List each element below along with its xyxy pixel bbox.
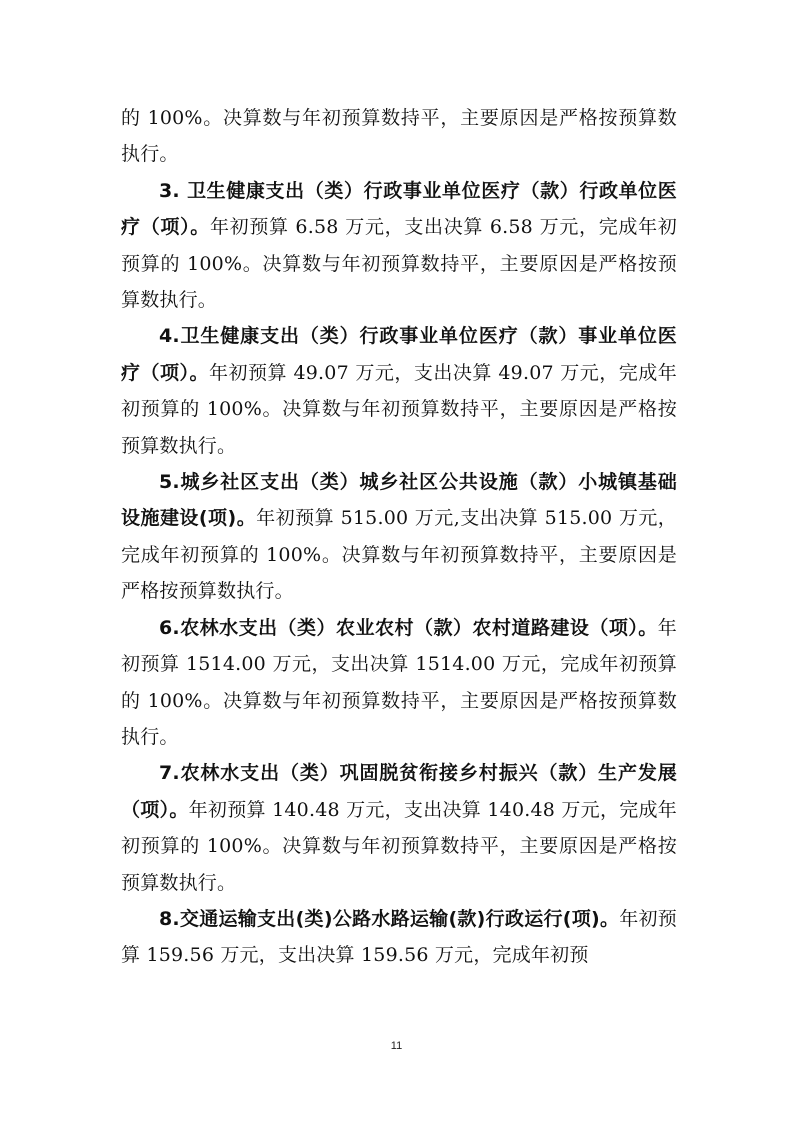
paragraph-heading: 8.交通运输支出(类)公路水路运输(款)行政运行(项)。 (159, 907, 620, 930)
paragraph-text: 年初预算 140.48 万元，支出决算 140.48 万元，完成年初预算的 100%。决算数与年初预算数持平，主要原因是严格按预算数执行。 (121, 798, 677, 894)
paragraph-text: 年初预算 49.07 万元，支出决算 49.07 万元，完成年初预算的 100%。决算数与年初预算数持平，主要原因是严格按预算数执行。 (121, 361, 677, 457)
paragraph-text: 年初预算 6.58 万元，支出决算 6.58 万元，完成年初预算的 100%。决算数与年初预算数持平，主要原因是严格按预算数执行。 (121, 216, 677, 312)
paragraph-6 (121, 755, 677, 901)
paragraph-7 (121, 901, 677, 974)
paragraph-2 (121, 173, 677, 319)
paragraph-text: 年初预算 515.00 万元,支出决算 515.00 万元，完成年初预算的 100%。决算数与年初预算数持平，主要原因是严格按预算数执行。 (121, 507, 677, 603)
paragraph-5 (121, 610, 677, 756)
paragraph-heading: 3. 卫生健康支出（类）行政事业单位医疗（款）行政单位医疗（项）。 (121, 179, 677, 239)
paragraph-1 (121, 100, 677, 173)
paragraph-heading: 4.卫生健康支出（类）行政事业单位医疗（款）事业单位医疗（项）。 (121, 325, 677, 384)
document-body (121, 100, 677, 974)
paragraph-text: 年初预算 1514.00 万元，支出决算 1514.00 万元，完成年初预算的 100%。决算数与年初预算数持平，主要原因是严格按预算数执行。 (121, 616, 677, 748)
page-number: 11 (390, 1040, 403, 1052)
paragraph-text: 年初预算 159.56 万元，支出决算 159.56 万元，完成年初预 (121, 907, 677, 967)
paragraph-4 (121, 464, 677, 610)
paragraph-heading: 7.农林水支出（类）巩固脱贫衔接乡村振兴（款）生产发展（项）。 (121, 762, 677, 821)
paragraph-3 (121, 318, 677, 464)
paragraph-heading: 6.农林水支出（类）农业农村（款）农村道路建设（项）。 (159, 616, 658, 639)
paragraph-text: 的 100%。决算数与年初预算数持平，主要原因是严格按预算数执行。 (121, 107, 677, 166)
paragraph-heading: 5.城乡社区支出（类）城乡社区公共设施（款）小城镇基础设施建设(项)。 (121, 471, 677, 530)
